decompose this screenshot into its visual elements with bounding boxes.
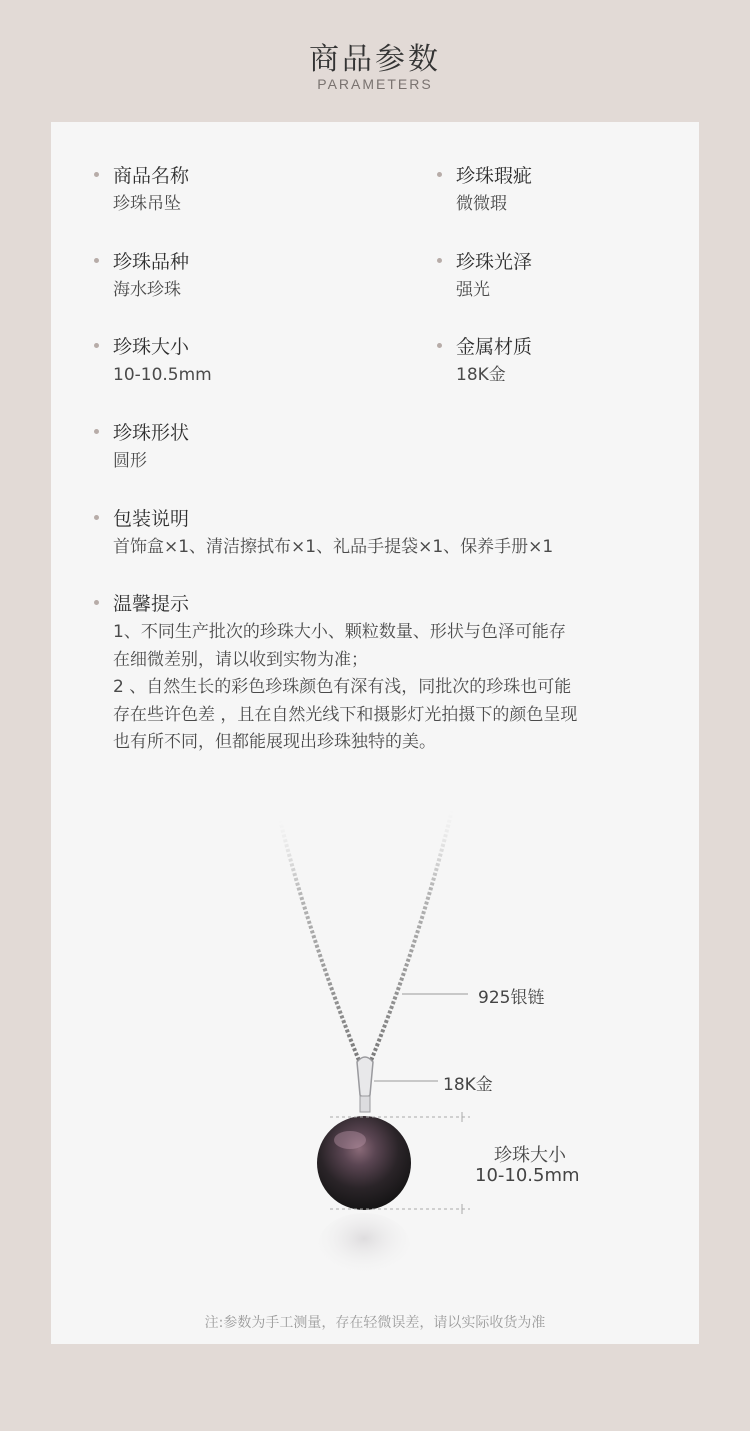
param-package <box>113 506 553 561</box>
param-value: 微微瑕 <box>456 194 507 214</box>
pearl-size-label: 珍珠大小 <box>494 1145 566 1166</box>
param-label: 包装说明 <box>113 508 190 530</box>
header <box>0 0 750 120</box>
pearl-size-value: 10-10.5mm <box>475 1165 580 1186</box>
page-subtitle: PARAMETERS <box>317 76 433 92</box>
bullet-icon <box>94 172 99 177</box>
param-label: 珍珠光泽 <box>456 251 533 273</box>
param-value: 18K金 <box>456 365 506 385</box>
bullet-icon <box>94 258 99 263</box>
bullet-icon <box>94 343 99 348</box>
tips-line: 1、不同生产批次的珍珠大小、颗粒数量、形状与色泽可能存 <box>113 622 566 642</box>
param-variety <box>113 249 189 304</box>
param-label: 珍珠形状 <box>113 422 190 444</box>
param-value: 首饰盒×1、清洁擦拭布×1、礼品手提袋×1、保养手册×1 <box>113 537 554 557</box>
param-label: 珍珠品种 <box>113 251 190 273</box>
param-label: 金属材质 <box>456 336 533 358</box>
tips-line: 2 、自然生长的彩色珍珠颜色有深有浅，同批次的珍珠也可能 <box>113 677 572 697</box>
param-tips <box>113 591 577 757</box>
param-value: 珍珠吊坠 <box>113 194 181 214</box>
tips-line: 在细微差别，请以收到实物为准； <box>113 649 368 670</box>
param-value: 10-10.5mm <box>113 365 212 385</box>
tips-line: 存在些许色差 ，且在自然光线下和摄影灯光拍摄下的颜色呈现 <box>113 704 578 725</box>
param-value: 海水珍珠 <box>113 280 181 300</box>
bullet-icon <box>437 343 442 348</box>
param-value: 强光 <box>456 280 490 300</box>
param-label: 商品名称 <box>113 165 190 187</box>
footer-note: 注:参数为手工测量，存在轻微误差，请以实际收货为准 <box>204 1315 546 1331</box>
bullet-icon <box>94 515 99 520</box>
param-value: 圆形 <box>113 451 147 471</box>
param-label: 温馨提示 <box>113 593 190 615</box>
param-label: 珍珠大小 <box>113 336 190 358</box>
bullet-icon <box>94 600 99 605</box>
bail-label: 18K金 <box>443 1075 493 1095</box>
param-blemish <box>456 163 532 218</box>
bullet-icon <box>437 258 442 263</box>
param-shape <box>113 420 189 475</box>
param-size <box>113 334 212 389</box>
bullet-icon <box>94 429 99 434</box>
chain-label: 925银链 <box>478 988 545 1008</box>
param-product-name <box>113 163 189 218</box>
page-title: 商品参数 <box>309 42 441 77</box>
param-label: 珍珠瑕疵 <box>456 165 533 187</box>
param-luster <box>456 249 532 304</box>
bullet-icon <box>437 172 442 177</box>
tips-line: 也有所不同，但都能展现出珍珠独特的美。 <box>113 732 436 752</box>
param-metal <box>456 334 532 389</box>
